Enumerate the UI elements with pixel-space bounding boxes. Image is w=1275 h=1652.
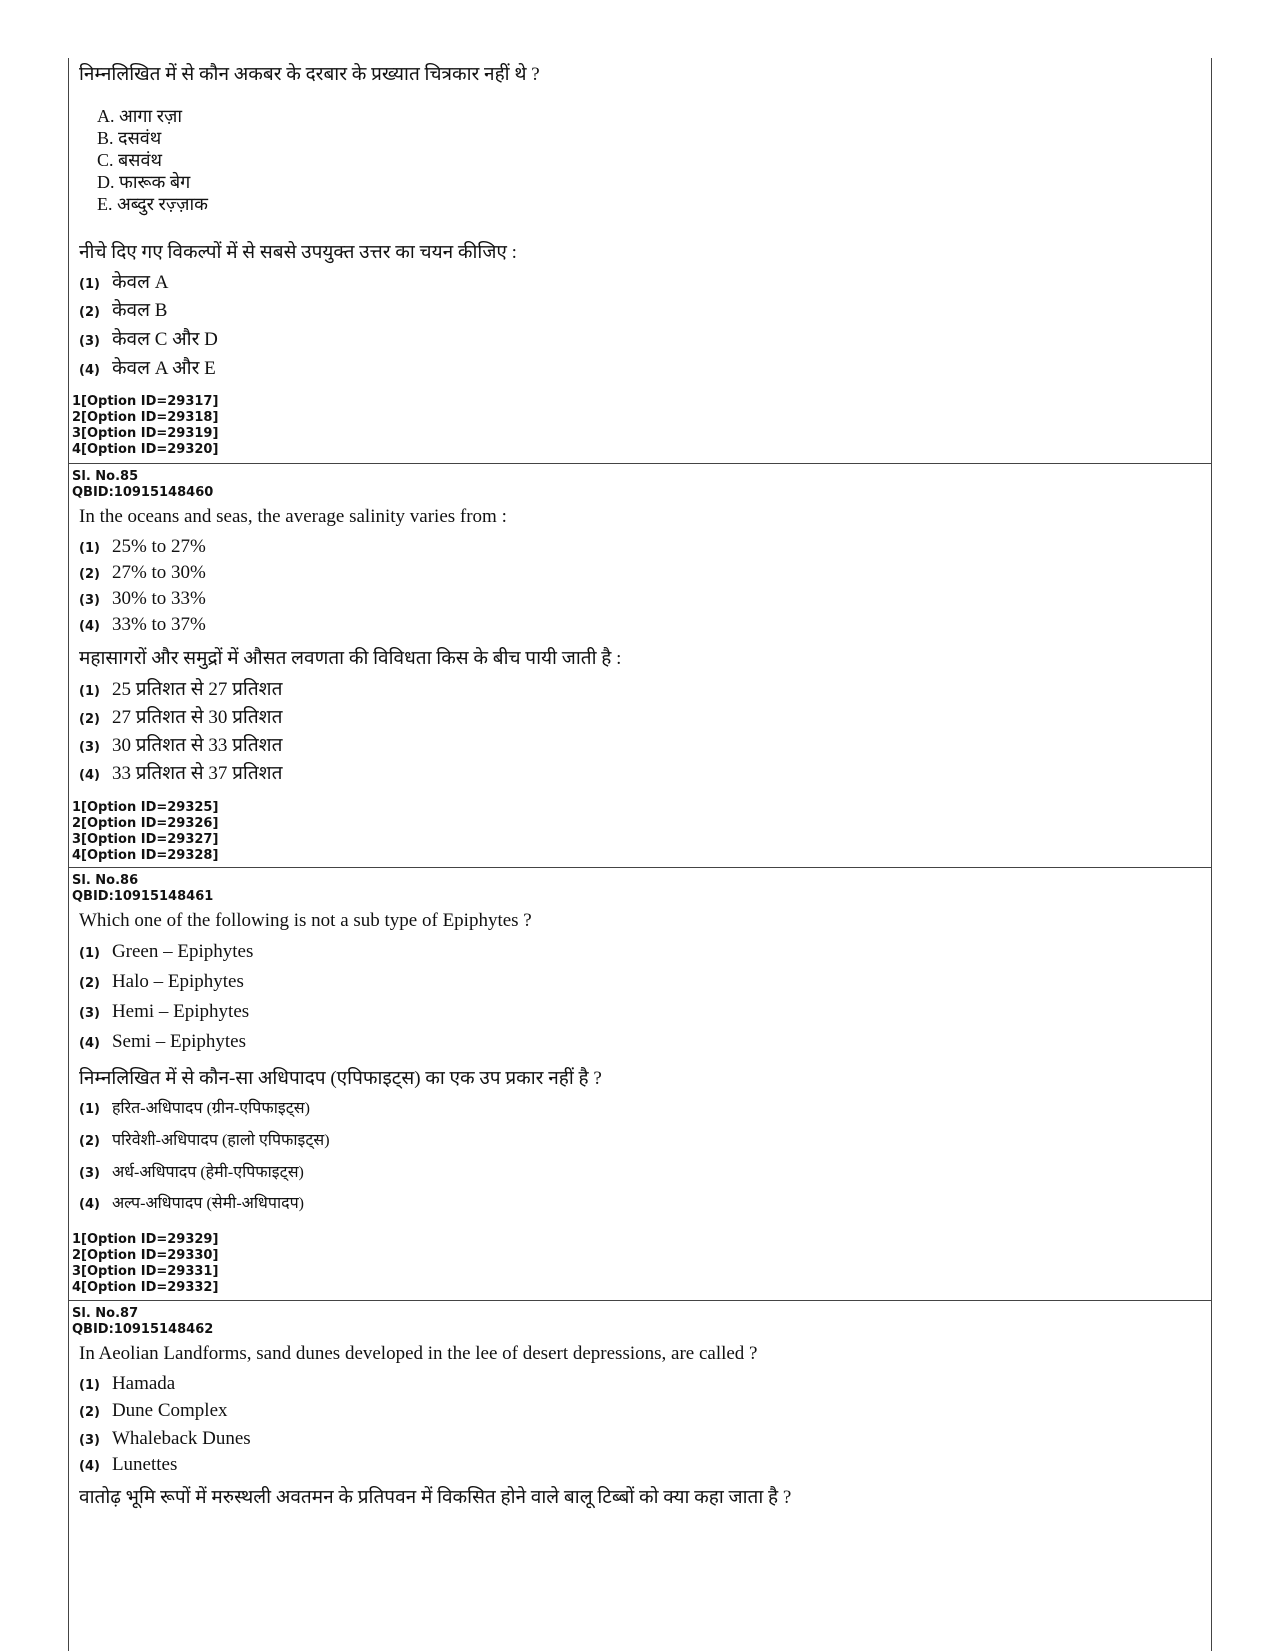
statement-item — [97, 126, 161, 150]
option-id-list — [72, 800, 218, 864]
statement-text: फारूक बेग — [119, 172, 191, 192]
option-item — [79, 562, 206, 584]
serial-number: Sl. No.86 — [72, 873, 139, 888]
option-number: (4) — [79, 363, 100, 378]
option-text: Dune Complex — [111, 1400, 228, 1421]
option-text: हरित-अधिपादप (ग्रीन-एपिफाइट्स) — [111, 1100, 310, 1117]
question-84-continuation — [69, 58, 1211, 463]
qbid: QBID:10915148461 — [72, 889, 214, 904]
option-item — [79, 1454, 177, 1476]
option-number: (4) — [79, 1036, 100, 1051]
option-number: (1) — [79, 684, 100, 699]
statement-item — [97, 104, 182, 128]
option-number: (3) — [79, 1166, 100, 1181]
option-item — [79, 1160, 304, 1182]
option-id: 4[Option ID=29332] — [72, 1280, 219, 1295]
option-id: 2[Option ID=29326] — [72, 816, 219, 831]
option-id: 3[Option ID=29327] — [72, 832, 219, 847]
option-id: 1[Option ID=29329] — [72, 1232, 219, 1247]
option-number: (3) — [79, 740, 100, 755]
statement-item — [97, 170, 190, 194]
option-text: 33% to 37% — [111, 614, 206, 635]
option-text: केवल C और D — [111, 329, 218, 350]
option-number: (2) — [79, 1405, 100, 1420]
option-text: 30 प्रतिशत से 33 प्रतिशत — [111, 735, 283, 756]
option-text: 25 प्रतिशत से 27 प्रतिशत — [111, 679, 283, 700]
option-id: 4[Option ID=29328] — [72, 848, 219, 863]
option-item — [79, 1001, 249, 1023]
page-frame — [68, 58, 1212, 1651]
option-item — [79, 296, 167, 322]
option-number: (4) — [79, 619, 100, 634]
option-item — [79, 588, 206, 610]
option-text: Lunettes — [111, 1454, 178, 1475]
option-text: Semi – Epiphytes — [111, 1031, 246, 1052]
statement-letter: C. — [97, 150, 114, 170]
option-text: 27% to 30% — [111, 562, 206, 583]
statement-text: अब्दुर रज़्ज़ाक — [117, 194, 209, 214]
option-item — [79, 1400, 228, 1422]
option-text: केवल A — [111, 272, 169, 293]
instruction-text: नीचे दिए गए विकल्पों में से सबसे उपयुक्त उत्तर का चयन कीजिए : — [79, 242, 517, 263]
option-text: Whaleback Dunes — [111, 1428, 251, 1449]
option-item — [79, 1191, 304, 1213]
statement-text: आगा रज़ा — [119, 106, 183, 126]
option-text: 25% to 27% — [111, 536, 206, 557]
question-text-english: In the oceans and seas, the average salinity varies from : — [79, 506, 507, 527]
option-text: 33 प्रतिशत से 37 प्रतिशत — [111, 763, 283, 784]
option-number: (2) — [79, 1134, 100, 1149]
option-number: (3) — [79, 1006, 100, 1021]
option-item — [79, 971, 244, 993]
option-item — [79, 941, 253, 963]
option-item — [79, 325, 218, 351]
question-text-hindi: निम्नलिखित में से कौन-सा अधिपादप (एपिफाइट्स) का एक उप प्रकार नहीं है ? — [79, 1068, 602, 1089]
serial-number: Sl. No.87 — [72, 1306, 139, 1321]
question-text-hindi: महासागरों और समुद्रों में औसत लवणता की विविधता किस के बीच पायी जाती है : — [79, 648, 622, 669]
option-text: Hamada — [111, 1373, 176, 1394]
option-text: Green – Epiphytes — [111, 941, 254, 962]
option-id: 1[Option ID=29325] — [72, 800, 219, 815]
statement-text: दसवंथ — [118, 128, 162, 148]
option-number: (1) — [79, 1378, 100, 1393]
question-85 — [69, 463, 1211, 868]
option-text: 27 प्रतिशत से 30 प्रतिशत — [111, 707, 283, 728]
question-text-hindi: वातोढ़ भूमि रूपों में मरुस्थली अवतमन के प्रतिपवन में विकसित होने वाले बालू टिब्बों को क्या कहा जाता है ? — [79, 1487, 792, 1508]
question-86 — [69, 867, 1211, 1301]
question-text-english: Which one of the following is not a sub type of Epiphytes ? — [79, 910, 532, 931]
option-item — [79, 268, 168, 294]
statement-item — [97, 192, 208, 216]
qbid: QBID:10915148460 — [72, 485, 214, 500]
option-item — [79, 731, 282, 757]
option-item — [79, 1031, 246, 1053]
option-number: (2) — [79, 712, 100, 727]
option-item — [79, 675, 282, 701]
option-number: (1) — [79, 1102, 100, 1117]
option-item — [79, 1428, 251, 1450]
option-id-list — [72, 394, 218, 458]
option-number: (1) — [79, 946, 100, 961]
option-id: 2[Option ID=29318] — [72, 410, 219, 425]
option-number: (2) — [79, 305, 100, 320]
option-text: केवल A और E — [111, 358, 216, 379]
option-number: (2) — [79, 567, 100, 582]
option-id: 4[Option ID=29320] — [72, 442, 219, 457]
question-87 — [69, 1300, 1211, 1652]
option-number: (4) — [79, 1459, 100, 1474]
serial-number: Sl. No.85 — [72, 469, 139, 484]
option-item — [79, 354, 216, 380]
option-item — [79, 536, 206, 558]
question-text-english: In Aeolian Landforms, sand dunes developed in the lee of desert depressions, are called ? — [79, 1343, 758, 1364]
option-id: 2[Option ID=29330] — [72, 1248, 219, 1263]
statement-text: बसवंथ — [118, 150, 162, 170]
statement-letter: A. — [97, 106, 115, 126]
option-number: (1) — [79, 277, 100, 292]
option-number: (4) — [79, 1197, 100, 1212]
statement-item — [97, 148, 162, 172]
statement-letter: B. — [97, 128, 114, 148]
option-number: (3) — [79, 593, 100, 608]
option-number: (3) — [79, 334, 100, 349]
option-number: (3) — [79, 1433, 100, 1448]
option-id: 3[Option ID=29319] — [72, 426, 219, 441]
option-text: अल्प-अधिपादप (सेमी-अधिपादप) — [111, 1195, 305, 1212]
qbid: QBID:10915148462 — [72, 1322, 214, 1337]
option-id-list — [72, 1232, 218, 1296]
option-item — [79, 1128, 330, 1150]
option-item — [79, 759, 282, 785]
option-number: (1) — [79, 541, 100, 556]
statement-letter: E. — [97, 194, 113, 214]
option-text: केवल B — [111, 300, 168, 321]
question-text-hindi: निम्नलिखित में से कौन अकबर के दरबार के प्रख्यात चित्रकार नहीं थे ? — [79, 64, 540, 85]
option-item — [79, 703, 282, 729]
option-item — [79, 1096, 310, 1118]
statement-letter: D. — [97, 172, 115, 192]
option-text: Halo – Epiphytes — [111, 971, 244, 992]
option-id: 3[Option ID=29331] — [72, 1264, 219, 1279]
option-text: 30% to 33% — [111, 588, 206, 609]
option-text: अर्ध-अधिपादप (हेमी-एपिफाइट्स) — [111, 1164, 304, 1181]
option-number: (2) — [79, 976, 100, 991]
option-text: Hemi – Epiphytes — [111, 1001, 250, 1022]
option-item — [79, 614, 206, 636]
option-id: 1[Option ID=29317] — [72, 394, 219, 409]
option-number: (4) — [79, 768, 100, 783]
option-item — [79, 1373, 175, 1395]
option-text: परिवेशी-अधिपादप (हालो एपिफाइट्स) — [111, 1132, 330, 1149]
